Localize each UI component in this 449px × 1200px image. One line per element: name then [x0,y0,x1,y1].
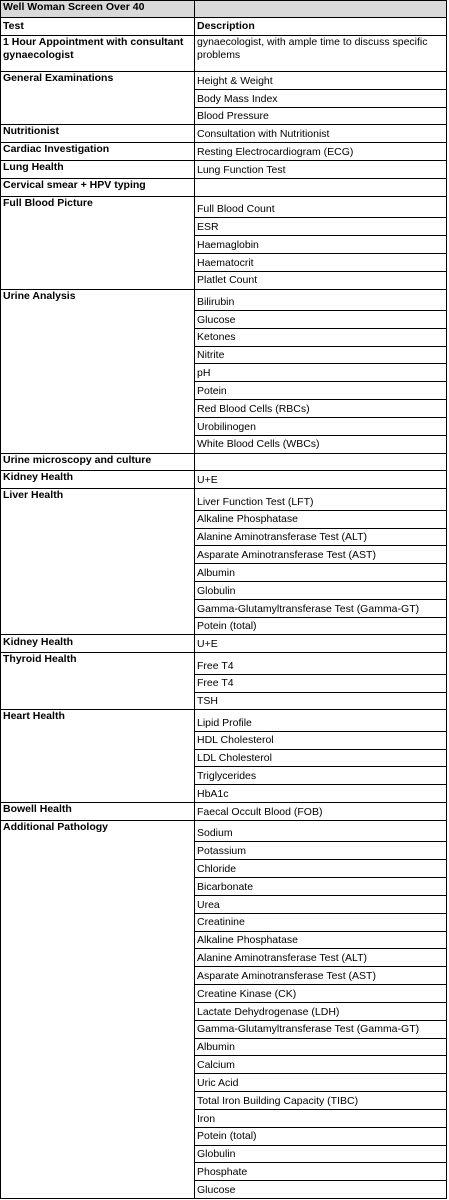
test-description: Asparate Aminotransferase Test (AST) [197,969,376,982]
test-description-blank [194,178,446,196]
test-description: Nitrite [197,349,225,362]
grid-line [0,470,447,471]
test-name: Full Blood Picture [3,196,93,209]
test-description: Haemaglobin [197,238,259,251]
grid-line [0,1198,447,1199]
grid-line [0,71,447,72]
grid-line [194,617,447,618]
test-description: Resting Electrocardiogram (ECG) [197,146,354,159]
grid-line [194,1002,447,1003]
grid-line [0,289,447,290]
grid-line [194,913,447,914]
grid-line [0,488,447,489]
test-description: Ketones [197,331,236,344]
grid-line [194,545,447,546]
test-description: Globulin [197,584,236,597]
test-description-blank [194,453,446,471]
test-name: General Examinations [3,72,114,84]
test-name: Thyroid Health [3,653,77,666]
test-description: Potein [197,384,227,397]
grid-line [194,1145,447,1146]
grid-line [0,35,447,36]
grid-line [194,674,447,675]
grid-line [194,381,447,382]
test-description: Liver Function Test (LFT) [197,495,314,508]
test-description: Potein (total) [197,620,257,633]
test-name: Additional Pathology [3,820,108,833]
test-description: Faecal Occult Blood (FOB) [197,805,323,818]
test-name: Urine Analysis [3,289,76,302]
test-name: Liver Health [3,489,64,502]
test-description: Bicarbonate [197,880,254,893]
test-description: Full Blood Count [197,203,275,216]
test-description: HbA1c [197,787,229,800]
grid-line [0,0,1,1199]
grid-line [194,948,447,949]
table-title: Well Woman Screen Over 40 [0,0,194,17]
test-description: Potassium [197,845,247,858]
test-description: Bilirubin [197,295,235,308]
grid-line [194,766,447,767]
grid-line [0,652,447,653]
test-description: Red Blood Cells (RBCs) [197,402,310,415]
test-name: Heart Health [3,710,65,723]
test-description: Body Mass Index [197,92,278,105]
test-name: Kidney Health [3,635,74,648]
grid-line [0,17,447,18]
test-description: Platlet Count [197,274,258,287]
test-description: Sodium [197,827,233,840]
grid-line [0,0,447,1]
grid-line [194,877,447,878]
test-description: Free T4 [197,659,234,672]
grid-line [194,0,195,1199]
grid-line [194,1038,447,1039]
test-description: Haematocrit [197,256,254,269]
test-description: Alanine Aminotransferase Test (ALT) [197,952,368,965]
grid-line [0,178,447,179]
test-description: Lactate Dehydrogenase (LDH) [197,1005,340,1018]
test-name: 1 Hour Appointment with consultant gynaecologist [3,36,184,62]
test-name: Nutritionist [3,125,59,138]
test-description: Lung Function Test [197,163,286,176]
test-name: Urine microscopy and culture [3,453,152,466]
test-description: Phosphate [197,1166,248,1179]
test-description: Total Iron Building Capacity (TIBC) [197,1094,359,1107]
test-description: TSH [197,695,218,708]
test-description: Urea [197,898,220,911]
grid-line [194,931,447,932]
grid-line [194,1127,447,1128]
table-title-blank-cell [194,0,446,17]
grid-line [194,692,447,693]
test-description: Globulin [197,1148,236,1161]
grid-line [0,160,447,161]
test-name: Lung Health [3,161,64,174]
test-description: Iron [197,1112,216,1125]
test-description: Alanine Aminotransferase Test (ALT) [197,531,368,544]
test-description: HDL Cholesterol [197,734,274,747]
grid-line [194,435,447,436]
grid-line [0,634,447,635]
test-name: Bowell Health [3,803,72,816]
grid-line [194,217,447,218]
grid-line [446,0,447,1199]
test-name: Cardiac Investigation [3,143,110,156]
test-description: Free T4 [197,677,234,690]
grid-line [194,1091,447,1092]
grid-line [194,1162,447,1163]
grid-line [194,966,447,967]
grid-line [194,1020,447,1021]
test-description: gynaecologist, with ample time to discuss specific problems [197,36,428,62]
test-description: Albumin [197,1041,235,1054]
test-description: Albumin [197,566,235,579]
grid-line [194,253,447,254]
grid-line [194,399,447,400]
grid-line [194,1180,447,1181]
grid-line [194,563,447,564]
grid-line [194,328,447,329]
test-description: Height & Weight [197,74,273,87]
grid-line [194,107,447,108]
test-description: LDL Cholesterol [197,752,272,765]
grid-line [194,1073,447,1074]
grid-line [194,784,447,785]
grid-line [194,841,447,842]
grid-line [194,89,447,90]
test-description: Asparate Aminotransferase Test (AST) [197,549,376,562]
grid-line [194,859,447,860]
grid-line [194,984,447,985]
test-description: White Blood Cells (WBCs) [197,438,320,451]
column-header-description: Description [197,20,255,32]
grid-line [194,599,447,600]
grid-line [0,709,447,710]
test-description: Urobilinogen [197,420,256,433]
test-description: Lipid Profile [197,716,252,729]
grid-line [194,271,447,272]
test-description: Glucose [197,313,236,326]
grid-line [0,142,447,143]
test-description: Blood Pressure [197,110,269,123]
test-description: Glucose [197,1183,236,1196]
grid-line [194,510,447,511]
grid-line [194,1109,447,1110]
grid-line [194,363,447,364]
grid-line [194,749,447,750]
grid-line [194,581,447,582]
grid-line [194,346,447,347]
grid-line [194,235,447,236]
column-header-test: Test [3,20,24,32]
test-description: Creatinine [197,916,245,929]
grid-line [0,453,447,454]
test-description: Triglycerides [197,770,257,783]
test-description: ESR [197,220,219,233]
test-description: Alkaline Phosphatase [197,513,298,526]
test-description: U+E [197,474,218,487]
grid-line [194,528,447,529]
grid-line [0,820,447,821]
test-description: Alkaline Phosphatase [197,934,298,947]
grid-line [194,417,447,418]
grid-line [0,802,447,803]
grid-line [0,124,447,125]
test-description: U+E [197,638,218,651]
test-description: Gamma-Glutamyltransferase Test (Gamma-GT) [197,1023,420,1036]
test-description: pH [197,367,211,380]
test-description: Calcium [197,1059,235,1072]
test-description: Chloride [197,862,237,875]
test-name: Cervical smear + HPV typing [3,178,146,191]
grid-line [194,731,447,732]
test-description: Gamma-Glutamyltransferase Test (Gamma-GT) [197,602,420,615]
test-description: Consultation with Nutritionist [197,128,330,141]
grid-line [0,196,447,197]
grid-line [194,895,447,896]
grid-line [194,310,447,311]
test-name: Kidney Health [3,471,74,484]
test-description: Uric Acid [197,1076,239,1089]
test-description: Creatine Kinase (CK) [197,987,297,1000]
test-description: Potein (total) [197,1130,257,1143]
grid-line [194,1055,447,1056]
